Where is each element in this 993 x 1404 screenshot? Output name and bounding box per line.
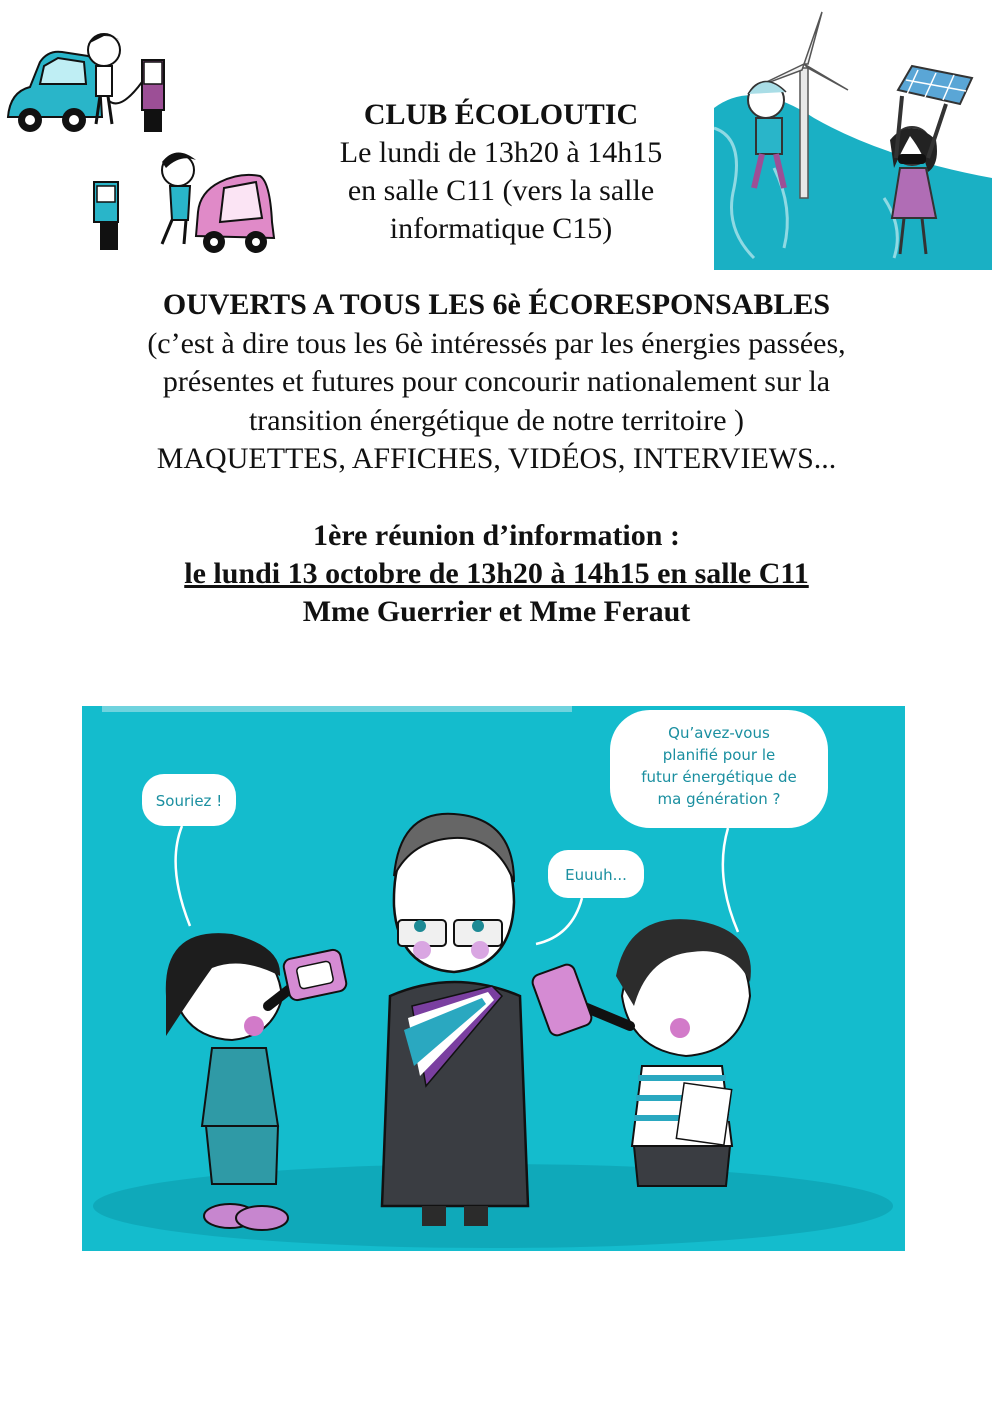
- description-line-2: présentes et futures pour concourir nationalement sur la: [162, 365, 831, 398]
- teal-car-icon: [8, 52, 102, 132]
- bubble-right-line-2: planifié pour le: [662, 746, 776, 764]
- schedule-line-3: informatique C15): [389, 212, 613, 245]
- bubble-right-line-4: ma génération ?: [657, 790, 781, 808]
- mayor-icon: [382, 814, 528, 1226]
- bubble-right-line-3: futur énergétique de: [641, 768, 797, 786]
- bubble-left-text: Souriez !: [155, 792, 223, 810]
- girl-charging-icon: [162, 152, 196, 244]
- description-line-1: (c’est à dire tous les 6è intéressés par les énergies passées,: [147, 326, 846, 360]
- pink-car-icon: [196, 175, 274, 253]
- bubble-middle-text: Euuuh...: [565, 866, 627, 884]
- club-description: [60, 286, 933, 479]
- activity-formats: MAQUETTES, AFFICHES, VIDÉOS, INTERVIEWS...: [156, 442, 837, 475]
- charging-station-teal-icon: [94, 182, 118, 250]
- charging-station-icon: [108, 60, 164, 132]
- meeting-date: le lundi 13 octobre de 13h20 à 14h15 en salle C11: [184, 557, 809, 590]
- bubble-right-line-1: Qu’avez-vous: [668, 724, 770, 742]
- meeting-info: [60, 517, 933, 631]
- electric-cars-illustration: [0, 22, 300, 254]
- meeting-teachers: Mme Guerrier et Mme Feraut: [302, 595, 691, 628]
- meeting-title: 1ère réunion d’information :: [313, 519, 680, 552]
- schedule-line-2: en salle C11 (vers la salle: [347, 174, 655, 207]
- description-line-3: transition énergétique de notre territoire ): [248, 403, 745, 437]
- club-title: CLUB ÉCOLOUTIC: [363, 98, 639, 131]
- children-interview-illustration: [82, 706, 905, 1251]
- schedule-line-1: Le lundi de 13h20 à 14h15: [339, 136, 663, 169]
- renewable-energy-illustration: [714, 8, 992, 270]
- club-header: [300, 96, 702, 248]
- headline: OUVERTS A TOUS LES 6è ÉCORESPONSABLES: [162, 288, 831, 321]
